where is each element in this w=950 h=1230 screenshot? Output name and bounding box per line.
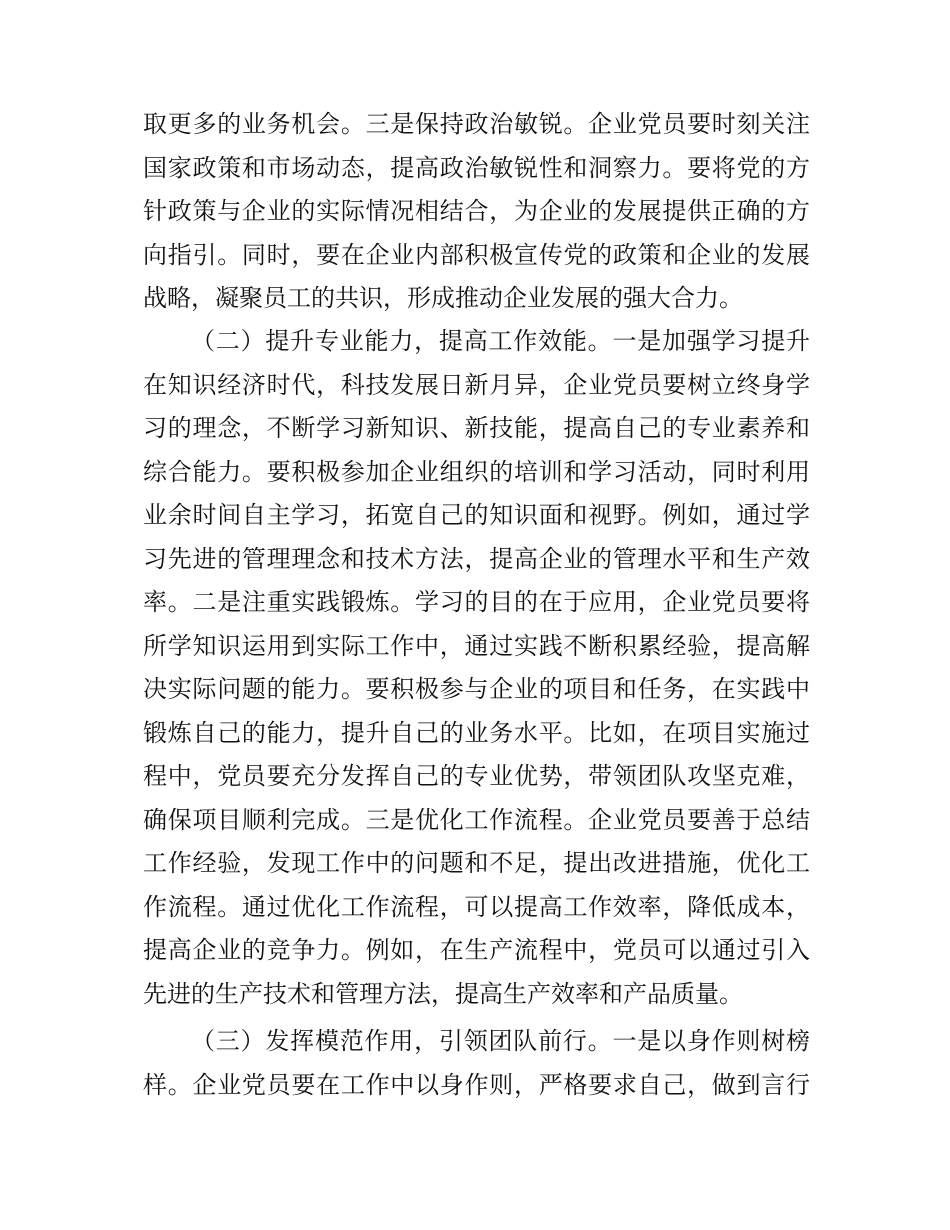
paragraph-line: 在知识经济时代，科技发展日新月异，企业党员要树立终身学	[143, 370, 810, 399]
paragraph-line: 国家政策和市场动态，提高政治敏锐性和洞察力。要将党的方	[143, 153, 810, 182]
paragraph-line: 决实际问题的能力。要积极参与企业的项目和任务，在实践中	[143, 675, 810, 703]
paragraph-line: 工作经验，发现工作中的问题和不足，提出改进措施，优化工	[143, 849, 810, 877]
section-heading-line: （二）提升专业能力，提高工作效能。一是加强学习提升	[191, 327, 810, 355]
paragraph-line: 样。企业党员要在工作中以身作则，严格要求自己，做到言行	[143, 1070, 810, 1099]
paragraph-line: 锻炼自己的能力，提升自己的业务水平。比如，在项目实施过	[143, 718, 810, 747]
paragraph-line: 取更多的业务机会。三是保持政治敏锐。企业党员要时刻关注	[143, 110, 810, 138]
paragraph-line: 程中，党员要充分发挥自己的专业优势，带领团队攻坚克难，	[143, 762, 810, 790]
paragraph-line: 先进的生产技术和管理方法，提高生产效率和产品质量。	[143, 979, 743, 1008]
paragraph-1	[143, 103, 810, 321]
paragraph-line: 作流程。通过优化工作流程，可以提高工作效率，降低成本，	[143, 892, 810, 921]
paragraph-line: 确保项目顺利完成。三是优化工作流程。企业党员要善于总结	[143, 805, 810, 834]
paragraph-3	[143, 1020, 810, 1107]
paragraph-line: 所学知识运用到实际工作中，通过实践不断积累经验，提高解	[143, 631, 810, 660]
paragraph-line: 战略，凝聚员工的共识，形成推动企业发展的强大合力。	[143, 284, 743, 312]
section-heading-line: （三）发挥模范作用，引领团队前行。一是以身作则树榜	[191, 1027, 810, 1055]
paragraph-line: 针政策与企业的实际情况相结合，为企业的发展提供正确的方	[143, 197, 810, 225]
paragraph-line: 业余时间自主学习，拓宽自己的知识面和视野。例如，通过学	[143, 501, 810, 529]
paragraph-line: 向指引。同时，要在企业内部积极宣传党的政策和企业的发展	[143, 240, 810, 269]
paragraph-2	[143, 320, 810, 1016]
paragraph-line: 习先进的管理理念和技术方法，提高企业的管理水平和生产效	[143, 544, 810, 573]
paragraph-line: 习的理念，不断学习新知识、新技能，提高自己的专业素养和	[143, 414, 810, 442]
paragraph-line: 率。二是注重实践锻炼。学习的目的在于应用，企业党员要将	[143, 588, 810, 616]
paragraph-line: 提高企业的竞争力。例如，在生产流程中，党员可以通过引入	[143, 936, 810, 964]
paragraph-line: 综合能力。要积极参加企业组织的培训和学习活动，同时利用	[143, 457, 810, 486]
